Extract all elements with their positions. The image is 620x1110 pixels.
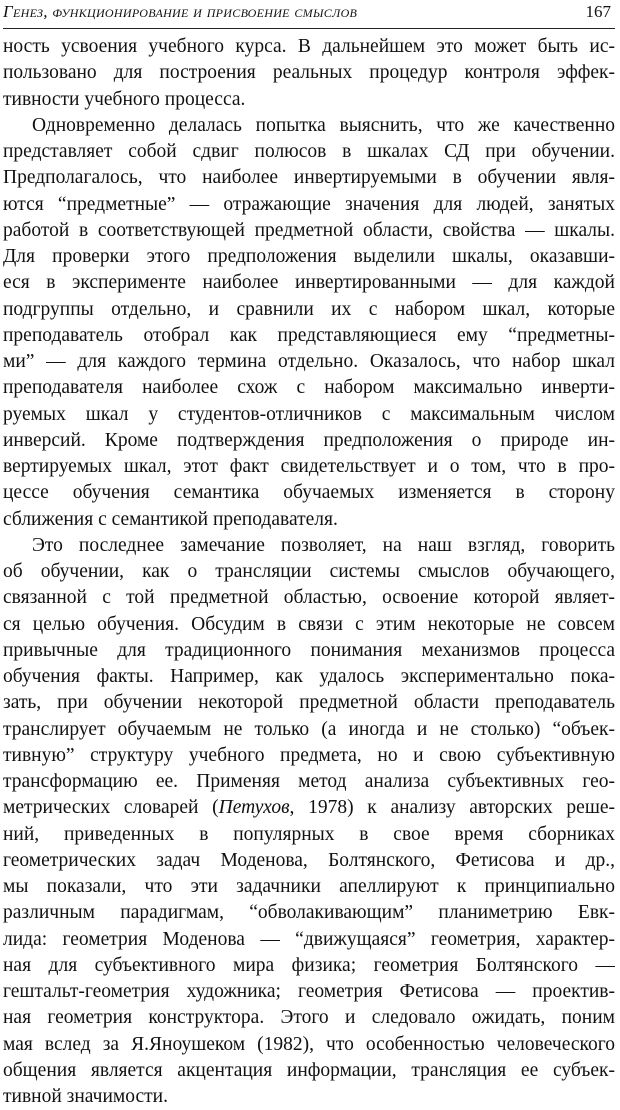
text-line: Для проверки этого предположения выделили шкалы, оказавши-: [3, 246, 615, 267]
text-line: ются “предметные” — отражающие значения для людей, занятых: [3, 193, 615, 215]
text-line: общения является акцентация информации, трансляция ее субъек-: [3, 1059, 615, 1081]
text-line: представляет собой сдвиг полюсов в шкалах СД при обучении.: [3, 141, 615, 162]
text-line: ми” — для каждого термина отдельно. Оказалось, что набор шкал: [3, 351, 615, 372]
text-line: привычные для традиционного понимания механизмов процесса: [3, 639, 615, 661]
text-line: тивную” структуру учебного предмета, но и свою субъективную: [3, 744, 615, 766]
page-number: 167: [585, 2, 611, 21]
text-line: ность усвоения учебного курса. В дальнейшем это может быть ис-: [3, 36, 615, 57]
text-line: инверсий. Кроме подтверждения предположения о природе ин-: [3, 429, 615, 451]
text-line: Предполагалось, что наиболее инвертируемыми в обучении явля-: [3, 167, 615, 189]
text-line: преподавателя наиболее схож с набором максимально инверти-: [3, 377, 615, 399]
cited-author: Петухов: [218, 797, 290, 819]
text-line: обучения факты. Например, как удалось экспериментально пока-: [3, 666, 615, 687]
text-line: еся в эксперименте наиболее инвертированными — для каждой: [3, 272, 615, 294]
text-line: работой в соответствующей предметной области, свойства — шкалы.: [3, 219, 615, 241]
text-line: геометрических задач Моденова, Болтянского, Фетисова и др.,: [3, 849, 615, 871]
text-line: транслирует обучаемым не только (а иногда и не столько) “объек-: [3, 718, 615, 740]
text-segment: , 1978) к анализу авторских реше-: [289, 797, 615, 819]
text-line: подгруппы отдельно, и сравнили их с набором шкал, которые: [3, 298, 615, 320]
text-line: гештальт-геометрия художника; геометрия Фетисова — проектив-: [3, 981, 615, 1002]
text-line: Это последнее замечание позволяет, на наш взгляд, говорить: [32, 534, 615, 556]
text-segment: метрических словарей (: [3, 797, 219, 819]
text-line: ная геометрия конструктора. Этого и следовало ожидать, поним: [3, 1007, 615, 1029]
text-line: об обучении, как о трансляции системы смыслов обучающего,: [3, 561, 615, 582]
running-title: Генез, функционирование и присвоение смыслов: [3, 2, 358, 21]
text-line: преподаватель отобрал как представляющиеся ему “предметны-: [3, 324, 615, 346]
text-line: ний, приведенных в популярных в свое время сборниках: [3, 823, 615, 845]
text-line: тивной значимости.: [3, 1086, 168, 1107]
text-line: пользовано для построения реальных процедур контроля эффек-: [3, 62, 615, 84]
text-line: ся целью обучения. Обсудим в связи с этим некоторые не совсем: [3, 613, 615, 635]
text-line: цессе обучения семантика обучаемых изменяется в сторону: [3, 482, 615, 504]
text-line: лида: геометрия Моденова — “движущаяся” геометрия, характер-: [3, 928, 615, 950]
text-line: мая вслед за Я.Яноушеком (1982), что особенностью человеческого: [3, 1033, 615, 1055]
text-line: зать, при обучении некоторой предметной области преподаватель: [3, 692, 615, 714]
running-header: [3, 2, 615, 29]
text-line: [3, 795, 615, 821]
text-line: связанной с той предметной областью, освоение которой являет-: [3, 587, 615, 609]
text-line: тивности учебного процесса.: [3, 88, 246, 110]
body-text: [3, 34, 615, 1110]
text-line: трансформацию ее. Применяя метод анализа субъективных гео-: [3, 771, 615, 792]
text-line: ная для субъективного мира физика; геометрия Болтянского —: [3, 954, 615, 976]
text-line: Одновременно делалась попытка выяснить, что же качественно: [32, 114, 615, 136]
text-line: сближения с семантикой преподавателя.: [3, 508, 338, 530]
text-line: вертируемых шкал, этот факт свидетельствует и о том, что в про-: [3, 456, 615, 477]
text-line: различным парадигмам, “обволакивающим” планиметрию Евк-: [3, 902, 615, 924]
text-line: мы показали, что эти задачники апеллируют к принципиально: [3, 876, 615, 897]
text-line: руемых шкал у студентов-отличников с максимальным числом: [3, 403, 615, 425]
